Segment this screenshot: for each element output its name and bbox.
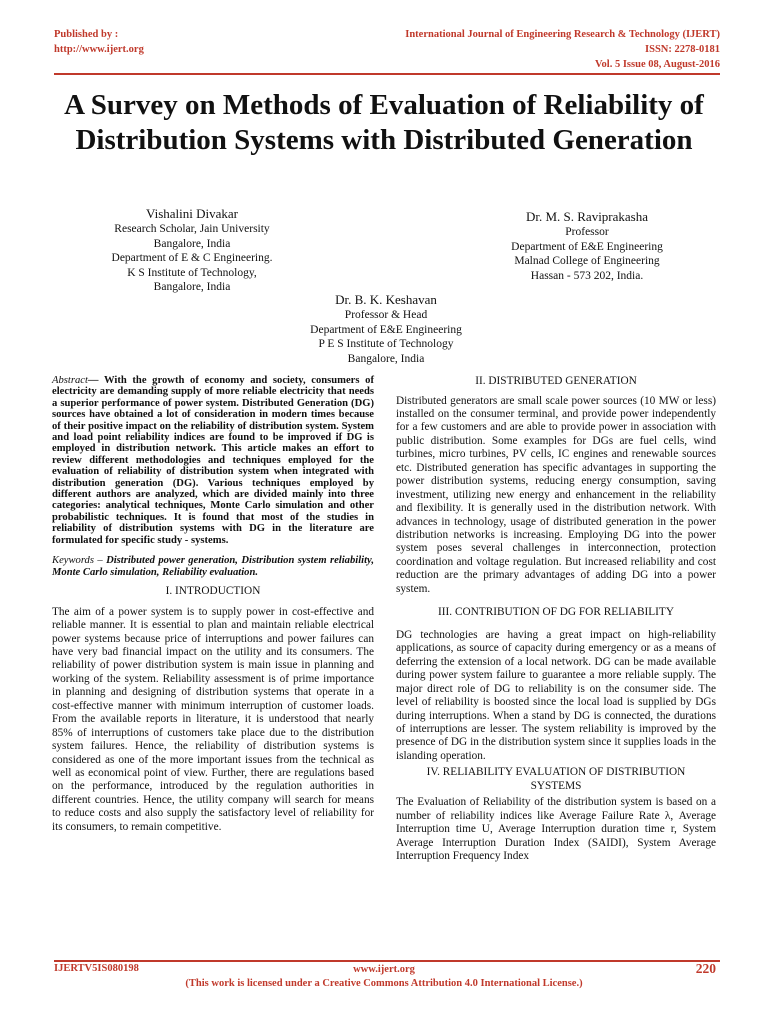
author-affiliation-line: Department of E & C Engineering. — [111, 252, 273, 264]
author-affiliation-line: Hassan - 573 202, India. — [530, 269, 644, 282]
section-heading-distributed-generation: II. DISTRIBUTED GENERATION — [475, 375, 637, 387]
author-affiliation-line: Bangalore, India — [153, 281, 231, 293]
author-block-3 — [256, 291, 516, 366]
author-affiliation-line: Bangalore, India — [153, 237, 231, 250]
author-block-1 — [62, 205, 322, 295]
header-divider — [54, 73, 720, 75]
keywords-text: Distributed power generation, Distribution system reliability, Monte Carlo simulation, Reliability evaluation. — [52, 555, 374, 578]
introduction-text: The aim of a power system is to supply power in cost-effective and reliable manner. It is essential to plan and maintain reliable electrical power systems because price of interruptions and power failures can have very bad financial impact on the utility and its consumers. The reliability of power distribution system is main issue in planning and working of the system. Reliability assessment is of prime importance in planning and designing of distribution systems that operate in a cost-effective manner with minimum interruption of customer loads. From the available reports in literature, it is understood that nearly 85% of interruptions of customers take place due to the distribution system failures. Hence, the reliability of distribution systems is considered as one of the more important issues from the technical as well as economical point of view. Further, there are regulations based on the performance, introduced by the regulation authorities in different countries. Hence, the utility company will search for means to reduce costs and also supply the satisfactory level of reliability for its consumers, to remain competitive. — [52, 605, 374, 833]
author-name: Vishalini Divakar — [145, 206, 238, 221]
author-name: Dr. B. K. Keshavan — [335, 292, 437, 307]
header-journal — [405, 27, 720, 72]
footer-website-link[interactable]: www.ijert.org — [353, 964, 415, 975]
author-affiliation-line: Department of E&E Engineering — [511, 240, 663, 253]
published-by-label: Published by : — [54, 29, 119, 40]
footer-divider — [54, 960, 720, 962]
journal-name: International Journal of Engineering Research & Technology (IJERT) — [405, 29, 720, 40]
abstract-text: — With the growth of economy and society, consumers of electricity are demanding supply of more reliable electricity that needs a superior performance of power system. Distributed Generation (DG) sources have obtained a lot of consideration in modern times because of their positive impact on the reliability of distribution system. System and load point reliability indices are found to be improved if DG is employed in distribution network. This article makes an effort to review different methodologies and techniques employed for the evaluation of reliability of distribution system when integrated with distribution generation (DG). Various techniques employed by different authors are analyzed, which are divided mainly into three categories: analytical techniques, Monte Carlo simulation and other probabilistic techniques. It is found that most of the studies in reliability of distribution systems with DG in the literature are formulated for specific study - systems. — [52, 375, 374, 546]
abstract-label: Abstract — [52, 375, 88, 386]
header-publisher — [54, 27, 144, 57]
author-name: Dr. M. S. Raviprakasha — [525, 209, 649, 224]
right-column — [396, 375, 716, 864]
author-affiliation-line: Bangalore, India — [347, 352, 425, 365]
author-affiliation-line: Professor & Head — [344, 309, 428, 321]
author-affiliation-line: K S Institute of Technology, — [127, 266, 257, 279]
footer-center — [0, 963, 768, 991]
reliability-evaluation-text: The Evaluation of Reliability of the distribution system is based on a number of reliability indices like Average Failure Rate λ, Average Interruption time U, Average Interruption duration time r, System Average Interruption Duration Index (SAIDI), System Average Interruption Frequency Index — [396, 796, 716, 863]
keywords — [52, 555, 374, 578]
left-column — [52, 375, 374, 834]
journal-issn: ISSN: 2278-0181 — [645, 44, 720, 55]
page-number: 220 — [695, 961, 716, 976]
license-notice: (This work is licensed under a Creative Commons Attribution 4.0 International License.) — [185, 978, 583, 989]
author-affiliation-line: Department of E&E Engineering — [310, 323, 462, 336]
paper-title: A Survey on Methods of Evaluation of Reliability of Distribution Systems with Distributed Generation — [64, 89, 704, 156]
author-affiliation-line: P E S Institute of Technology — [318, 338, 454, 350]
author-affiliation-line: Research Scholar, Jain University — [114, 223, 270, 235]
publisher-website-link[interactable]: http://www.ijert.org — [54, 44, 144, 55]
section-heading-reliability-evaluation: IV. RELIABILITY EVALUATION OF DISTRIBUTION SYSTEMS — [426, 766, 686, 792]
section-heading-contribution: III. CONTRIBUTION OF DG FOR RELIABILITY — [438, 606, 674, 619]
author-affiliation-line: Malnad College of Engineering — [514, 255, 660, 267]
contribution-text: DG technologies are having a great impact on high-reliability applications, as source of capacity during emergency or as a means of deferring the extension of a local network. DG can be made available during power system failure to guarantee a more reliable supply. The major direct role of DG to reliability is on the consumer side. The level of reliability is boosted since the local load is supplied by DGs during interruptions. When a stand by DG is connected, the durations of interruptions are lesser. The system reliability is improved by the presence of DG in the distribution system since it supplies loads in the islanding operation. — [396, 628, 716, 762]
keywords-label: Keywords – — [52, 555, 103, 567]
paper-id: IJERTV5IS080198 — [54, 963, 139, 974]
section-heading-introduction: I. INTRODUCTION — [165, 585, 261, 598]
author-block-2 — [462, 208, 712, 283]
abstract — [52, 375, 374, 546]
journal-volume: Vol. 5 Issue 08, August-2016 — [594, 59, 720, 70]
author-affiliation-line: Professor — [565, 226, 609, 238]
distributed-generation-text: Distributed generators are small scale power sources (10 MW or less) installed on the consumer terminal, and provide power independently for a few customers and are able to provide power in association with public distribution. Some examples for DGs are fuel cells, wind turbines, micro turbines, PV cells, IC engines and renewable sources etc. Distributed generation has specific advantages in supporting the power distribution systems, reducing energy consumption, saving investment, utilizing new energy and enhancement in the reliability and flexibility. It is generally used in the distribution network. With advances in technology, usage of distributed generation in the power distribution networks is increasing. Employing DG into the power system poses several challenges in interconnection, protection coordination and voltage regulation. But increased reliability and cost reduction are the primary advantages of adding DG into a power system. — [396, 394, 716, 595]
